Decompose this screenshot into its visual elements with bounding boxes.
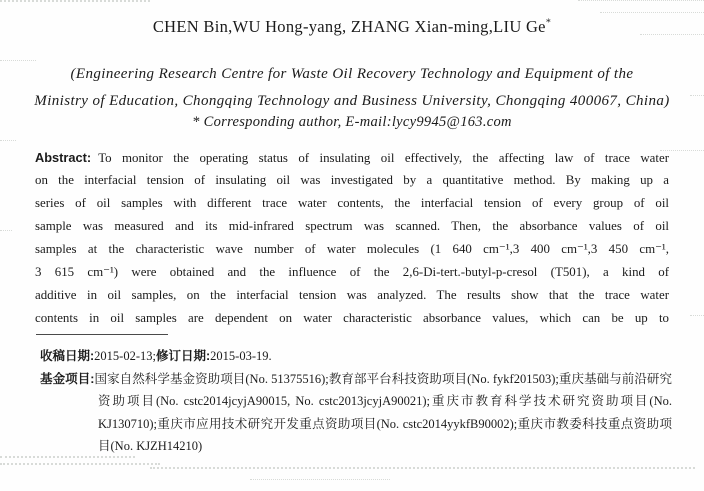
received-date-value: 2015-02-13; (94, 349, 156, 363)
scan-artifact (578, 0, 704, 1)
abstract-block (35, 146, 669, 330)
abstract-label: Abstract: (35, 150, 92, 165)
scan-artifact (150, 467, 695, 469)
revised-date-label: 修订日期: (155, 349, 211, 363)
abstract-line-7: additive in oil samples, on the interfacial tension was analyzed. The results show that the trace water (35, 288, 669, 302)
abstract-line-3: series of oil samples with different trace water contents, the interfacial tension of every group of oil (35, 196, 669, 210)
dates-line (40, 345, 672, 368)
abstract-line-8: contents in oil samples are dependent on water characteristic absorbance values, which can be up to (35, 311, 669, 325)
abstract-line-2: on the interfacial tension of insulating oil was investigated by a quantitative method. By making up a (35, 173, 669, 187)
footnote-separator-rule (36, 334, 168, 335)
received-date-label: 收稿日期: (40, 349, 95, 363)
abstract-line-6: 3 615 cm⁻¹) were obtained and the influence of the 2,6-Di-tert.-butyl-p-cresol (T501), a kind of (35, 265, 669, 279)
footnote-block (40, 345, 672, 458)
scan-artifact (0, 230, 12, 231)
abstract-line-1 (35, 146, 669, 169)
scan-artifact (690, 315, 704, 316)
scan-artifact (0, 463, 160, 465)
authors-text: CHEN Bin,WU Hong-yang, ZHANG Xian-ming,LIU Ge (152, 17, 546, 36)
scan-artifact (0, 140, 16, 141)
abstract-line-5: samples at the characteristic wave number of water molecules (1 640 cm⁻¹,3 400 cm⁻¹,3 450 cm⁻¹, (35, 242, 669, 256)
authors-line (0, 17, 704, 37)
scan-artifact (250, 479, 390, 480)
corresponding-author-line: * Corresponding author, E-mail:lycy9945@163.com (192, 114, 512, 130)
scan-artifact (0, 0, 150, 2)
fund-projects-text: 国家自然科学基金资助项目(No. 51375516);教育部平台科技资助项目(No. fykf201503);重庆基础与前沿研究资助项目(No. cstc2014jcyjA90015, No. cstc2013jcyjA90021);重庆市教育科学技术研究资助项目(No. KJ130710);重庆市应用技术研究开发重点资助项目(No. cstc2014yykfB90002);重庆市教委科技重点资助项目(No. KJZH14210) (94, 371, 672, 453)
affiliation-line1: (Engineering Research Centre for Waste Oil Recovery Technology and Equipment of the (70, 66, 634, 82)
fund-projects-label: 基金项目: (40, 371, 95, 386)
abstract-line-1-text: To monitor the operating status of insulating oil effectively, the affecting law of trace water (98, 151, 669, 165)
fund-projects-line (40, 368, 672, 458)
affiliation-line2: Ministry of Education, Chongqing Technology and Business University, Chongqing 400067, China) (34, 93, 670, 109)
revised-date-value: 2015-03-19. (210, 349, 272, 363)
abstract-line-4: sample was measured and its mid-infrared spectrum was scanned. Then, the absorbance values of oil (35, 219, 669, 233)
affiliation (0, 61, 704, 115)
scan-artifact (600, 12, 704, 13)
corresponding-author-mark: * (545, 17, 552, 29)
